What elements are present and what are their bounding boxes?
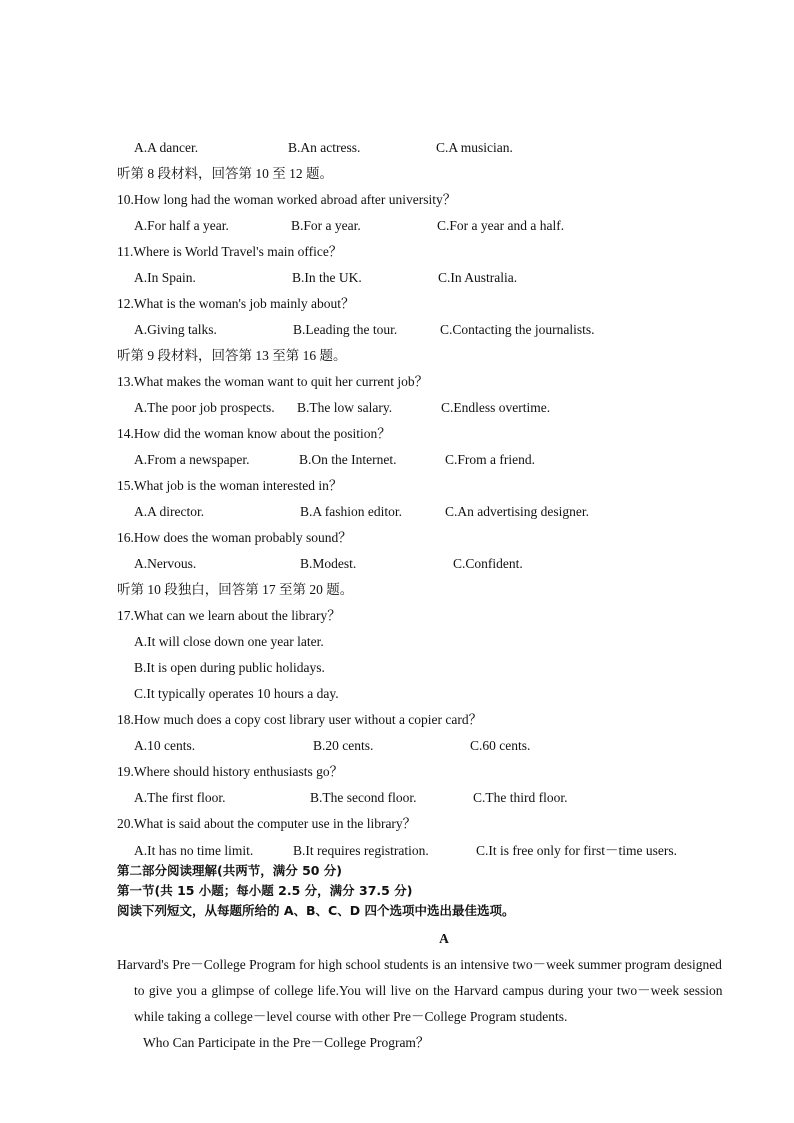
q13-option-c: C.Endless overtime. (441, 400, 551, 415)
passage-subheading: Who Can Participate in the Pre－College Program？ (143, 1035, 430, 1050)
q12-option-b: B.Leading the tour. (293, 322, 398, 337)
q16-stem: 16.How does the woman probably sound？ (117, 530, 352, 545)
q12-option-a: A.Giving talks. (134, 322, 217, 337)
q11-option-b: B.In the UK. (292, 270, 362, 285)
q17-stem: 17.What can we learn about the library？ (117, 608, 341, 623)
part-2-heading: 第二部分阅读理解(共两节，满分 50 分) (117, 863, 343, 878)
q10-option-a: A.For half a year. (134, 218, 229, 233)
q20-option-b: B.It requires registration. (293, 843, 429, 858)
q17-option-b: B.It is open during public holidays. (134, 660, 325, 675)
passage-label: A (439, 931, 449, 946)
q17-option-c: C.It typically operates 10 hours a day. (134, 686, 339, 701)
q15-option-b: B.A fashion editor. (300, 504, 402, 519)
q13-option-a: A.The poor job prospects. (134, 400, 275, 415)
q15-option-a: A.A director. (134, 504, 205, 519)
section-1-heading: 第一节(共 15 小题；每小题 2.5 分，满分 37.5 分) (117, 883, 413, 898)
passage-line-2: to give you a glimpse of college life.You will live on the Harvard campus during your two－week session (134, 983, 723, 998)
q18-option-c: C.60 cents. (470, 738, 531, 753)
q20-stem: 20.What is said about the computer use in the library？ (117, 816, 417, 831)
q11-option-a: A.In Spain. (134, 270, 196, 285)
section-9-heading: 听第 9 段材料，回答第 13 至第 16 题。 (117, 348, 347, 363)
q18-stem: 18.How much does a copy cost library user without a copier card？ (117, 712, 483, 727)
q15-option-c: C.An advertising designer. (445, 504, 589, 519)
passage-line-3: while taking a college－level course with other Pre－College Program students. (134, 1009, 568, 1024)
q19-option-c: C.The third floor. (473, 790, 568, 805)
q18-option-a: A.10 cents. (134, 738, 196, 753)
q14-option-c: C.From a friend. (445, 452, 535, 467)
q11-stem: 11.Where is World Travel's main office？ (117, 244, 343, 259)
q13-stem: 13.What makes the woman want to quit her current job？ (117, 374, 429, 389)
q10-option-c: C.For a year and a half. (437, 218, 565, 233)
q14-option-a: A.From a newspaper. (134, 452, 250, 467)
q9-option-c: C.A musician. (436, 140, 513, 155)
section-10-heading: 听第 10 段独白，回答第 17 至第 20 题。 (117, 582, 354, 597)
q9-option-a: A.A dancer. (134, 140, 199, 155)
q9-option-b: B.An actress. (288, 140, 361, 155)
q19-option-b: B.The second floor. (310, 790, 417, 805)
q16-option-c: C.Confident. (453, 556, 523, 571)
passage-line-1: Harvard's Pre－College Program for high school students is an intensive two－week summer program designed (117, 957, 722, 972)
q18-option-b: B.20 cents. (313, 738, 374, 753)
q16-option-a: A.Nervous. (134, 556, 197, 571)
q17-option-a: A.It will close down one year later. (134, 634, 324, 649)
q19-option-a: A.The first floor. (134, 790, 226, 805)
section-8-heading: 听第 8 段材料，回答第 10 至 12 题。 (117, 166, 333, 181)
q12-stem: 12.What is the woman's job mainly about？ (117, 296, 355, 311)
q15-stem: 15.What job is the woman interested in？ (117, 478, 343, 493)
q12-option-c: C.Contacting the journalists. (440, 322, 595, 337)
q20-option-a: A.It has no time limit. (134, 843, 254, 858)
q11-option-c: C.In Australia. (438, 270, 518, 285)
q16-option-b: B.Modest. (300, 556, 357, 571)
q10-option-b: B.For a year. (291, 218, 361, 233)
q20-option-c: C.It is free only for first－time users. (476, 843, 677, 858)
q10-stem: 10.How long had the woman worked abroad after university？ (117, 192, 457, 207)
q19-stem: 19.Where should history enthusiasts go？ (117, 764, 344, 779)
q13-option-b: B.The low salary. (297, 400, 393, 415)
q14-stem: 14.How did the woman know about the position？ (117, 426, 391, 441)
instructions: 阅读下列短文，从每题所给的 A、B、C、D 四个选项中选出最佳选项。 (117, 903, 515, 918)
q14-option-b: B.On the Internet. (299, 452, 397, 467)
